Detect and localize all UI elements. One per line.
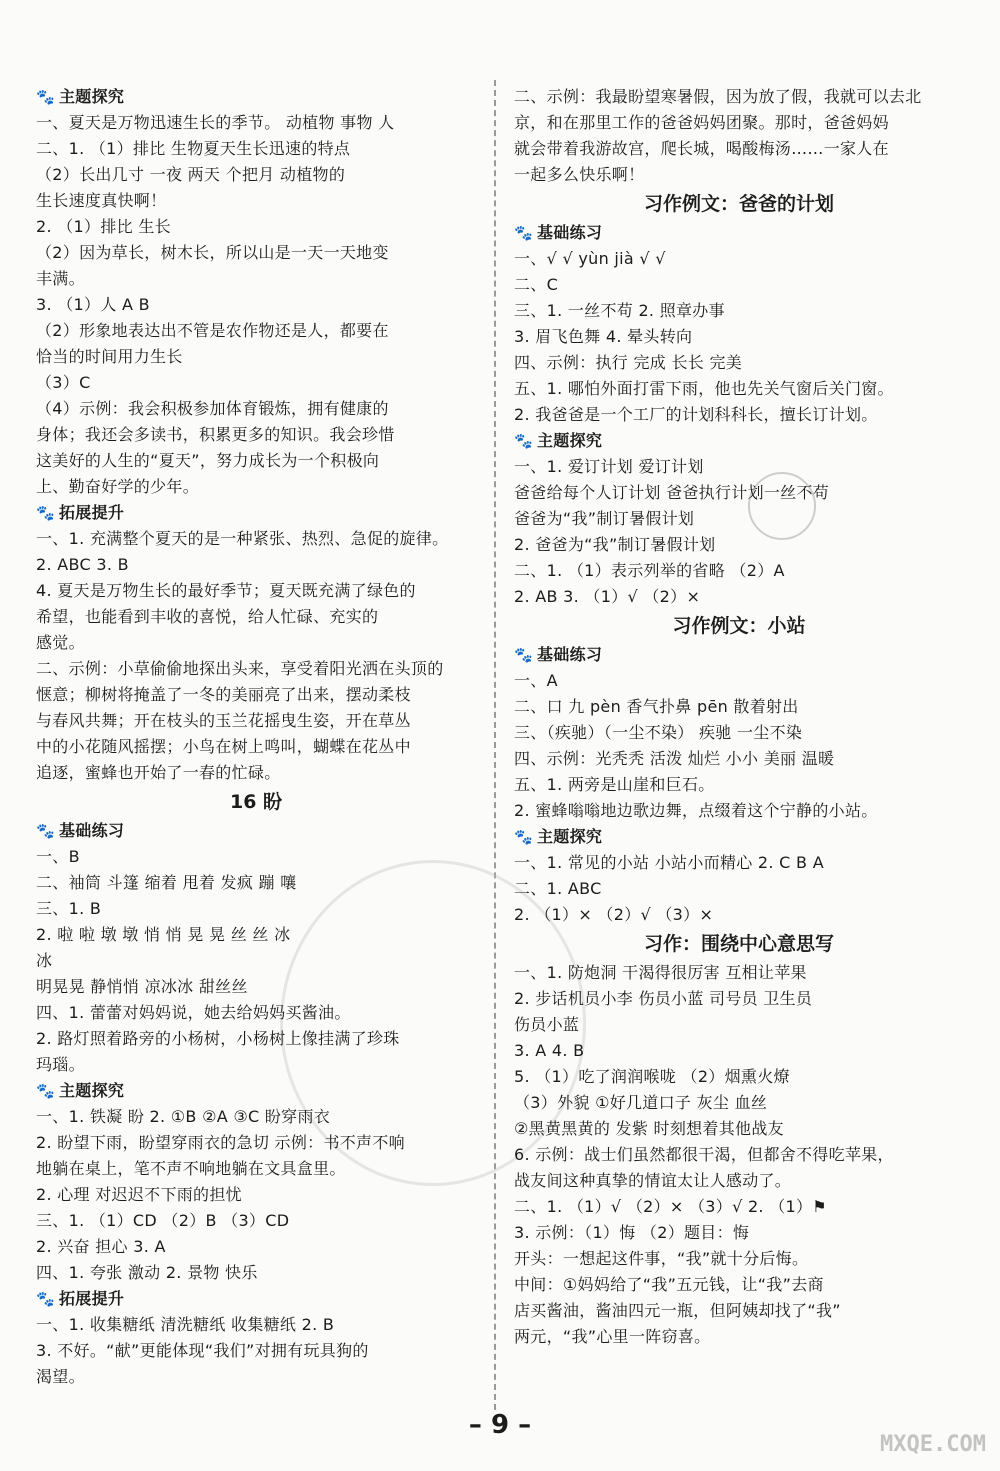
answer-line: 2. 蜜蜂嗡嗡地边歌边舞，点缀着这个宁静的小站。 bbox=[514, 801, 878, 820]
answer-line: 冰 bbox=[36, 951, 53, 970]
answer-line: （2）因为草长，树木长，所以山是一天一天地变 bbox=[36, 243, 389, 262]
answer-line: 五、1. 两旁是山崖和巨石。 bbox=[514, 775, 715, 794]
answer-line: 一、1. 爱订计划 爱订计划 bbox=[514, 457, 704, 476]
answer-line: 这美好的人生的“夏天”，努力成长为一个积极向 bbox=[36, 451, 380, 470]
answer-line: 一、√ √ yùn jià √ √ bbox=[514, 249, 666, 268]
answer-line: 二、1. （1）√ （2）× （3）√ 2. （1）⚑ bbox=[514, 1197, 827, 1216]
answer-line: 2. 心理 对迟迟不下雨的担忧 bbox=[36, 1185, 242, 1204]
section-heading bbox=[514, 220, 964, 246]
answer-line: 2. 爸爸为“我”制订暑假计划 bbox=[514, 535, 716, 554]
section-heading bbox=[36, 1286, 476, 1312]
answer-line: 京，和在那里工作的爸爸妈妈团聚。那时，爸爸妈妈 bbox=[514, 113, 889, 132]
section-heading-text: 主题探究 bbox=[58, 1081, 125, 1100]
corner-watermark: MXQE.COM bbox=[880, 1432, 986, 1457]
answer-line: 3. 不好。“献”更能体现“我们”对拥有玩具狗的 bbox=[36, 1341, 369, 1360]
section-heading bbox=[36, 1078, 476, 1104]
section-heading-text: 主题探究 bbox=[536, 827, 603, 846]
section-heading bbox=[514, 428, 964, 454]
answer-line: 二、口 九 pèn 香气扑鼻 pēn 散着射出 bbox=[514, 697, 799, 716]
answer-line: 二、C bbox=[514, 275, 559, 294]
section-heading-text: 基础练习 bbox=[536, 223, 603, 242]
answer-line: 开头：一想起这件事，“我”就十分后悔。 bbox=[514, 1249, 809, 1268]
answer-line: 一、1. 充满整个夏天的是一种紧张、热烈、急促的旋律。 bbox=[36, 529, 449, 548]
answer-line: 2. 兴奋 担心 3. A bbox=[36, 1237, 166, 1256]
answer-line: 身体；我还会多读书，积累更多的知识。我会珍惜 bbox=[36, 425, 395, 444]
answer-line: 2. 啦 啦 墩 墩 悄 悄 晃 晃 丝 丝 冰 bbox=[36, 925, 291, 944]
paw-icon: 🐾 bbox=[36, 88, 55, 106]
answer-line: 2. 步话机员小李 伤员小蓝 司号员 卫生员 bbox=[514, 989, 813, 1008]
answer-line: （3）外貌 ①好几道口子 灰尘 血丝 bbox=[514, 1093, 768, 1112]
answer-line: 爸爸给每个人订计划 爸爸执行计划一丝不苟 bbox=[514, 483, 830, 502]
answer-line: 爸爸为“我”制订暑假计划 bbox=[514, 509, 695, 528]
answer-line: 地躺在桌上，笔不声不响地躺在文具盒里。 bbox=[36, 1159, 346, 1178]
answer-line: 四、1. 夸张 激动 2. 景物 快乐 bbox=[36, 1263, 258, 1282]
answer-line: 四、1. 蕾蕾对妈妈说，她去给妈妈买酱油。 bbox=[36, 1003, 351, 1022]
answer-line: 3. 眉飞色舞 4. 晕头转向 bbox=[514, 327, 693, 346]
answer-line: 二、示例：小草偷偷地探出头来，享受着阳光洒在头顶的 bbox=[36, 659, 444, 678]
section-heading-text: 基础练习 bbox=[58, 821, 125, 840]
answer-line: 3. （1）人 A B bbox=[36, 295, 150, 314]
answer-line: 2. 盼望下雨，盼望穿雨衣的急切 示例：书不声不响 bbox=[36, 1133, 405, 1152]
answer-line: 一、1. 常见的小站 小站小而精心 2. C B A bbox=[514, 853, 824, 872]
answer-line: 三、1. B bbox=[36, 899, 102, 918]
answer-line: 四、示例：执行 完成 长长 完美 bbox=[514, 353, 743, 372]
left-column bbox=[36, 84, 476, 1390]
answer-line: 三、1. （1）CD （2）B （3）CD bbox=[36, 1211, 290, 1230]
answer-line: （2）长出几寸 一夜 两天 个把月 动植物的 bbox=[36, 165, 346, 184]
answer-line: 明晃晃 静悄悄 凉冰冰 甜丝丝 bbox=[36, 977, 248, 996]
answer-line: 一、1. 防炮洞 干渴得很厉害 互相让苹果 bbox=[514, 963, 807, 982]
answer-line: 与春风共舞；开在枝头的玉兰花摇曳生姿，开在草丛 bbox=[36, 711, 411, 730]
answer-line: 二、示例：我最盼望寒暑假，因为放了假，我就可以去北 bbox=[514, 87, 922, 106]
answer-line: 一起多么快乐啊！ bbox=[514, 165, 645, 184]
section-heading bbox=[36, 84, 476, 110]
answer-line: 2. （1）排比 生长 bbox=[36, 217, 171, 236]
answer-line: 玛瑙。 bbox=[36, 1055, 85, 1074]
answer-line: 2. ABC 3. B bbox=[36, 555, 129, 574]
answer-line: ②黑黄黑黄的 发紫 时刻想着其他战友 bbox=[514, 1119, 784, 1138]
paw-icon: 🐾 bbox=[514, 646, 533, 664]
answer-line: 丰满。 bbox=[36, 269, 85, 288]
answer-line: 恰当的时间用力生长 bbox=[36, 347, 183, 366]
answer-line: 4. 夏天是万物生长的最好季节；夏天既充满了绿色的 bbox=[36, 581, 416, 600]
right-column bbox=[514, 84, 964, 1350]
answer-line: 三、1. 一丝不苟 2. 照章办事 bbox=[514, 301, 725, 320]
section-heading bbox=[514, 642, 964, 668]
answer-line: 中间：①妈妈给了“我”五元钱，让“我”去商 bbox=[514, 1275, 824, 1294]
answer-line: 感觉。 bbox=[36, 633, 85, 652]
answer-line: 惬意；柳树将掩盖了一冬的美丽亮了出来，摆动柔枝 bbox=[36, 685, 411, 704]
answer-line: 五、1. 哪怕外面打雷下雨，他也先关气窗后关门窗。 bbox=[514, 379, 894, 398]
essay-title: 习作例文：爸爸的计划 bbox=[643, 193, 834, 215]
answer-line: 3. 示例：（1）悔 （2）题目：悔 bbox=[514, 1223, 750, 1242]
answer-line: 二、1. ABC bbox=[514, 879, 602, 898]
page-number: – 9 – bbox=[468, 1410, 532, 1440]
answer-line: 二、袖筒 斗篷 缩着 甩着 发疯 蹦 嚷 bbox=[36, 873, 297, 892]
answer-line: 两元，“我”心里一阵窃喜。 bbox=[514, 1327, 711, 1346]
essay-title: 习作：围绕中心意思写 bbox=[643, 933, 834, 955]
answer-line: 三、（疾驰）（一尘不染） 疾驰 一尘不染 bbox=[514, 723, 803, 742]
answer-line: 2. AB 3. （1）√ （2）× bbox=[514, 587, 701, 606]
section-heading bbox=[514, 824, 964, 850]
answer-line: 上、勤奋好学的少年。 bbox=[36, 477, 200, 496]
answer-line: 中的小花随风摇摆；小鸟在树上鸣叫，蝴蝶在花丛中 bbox=[36, 737, 411, 756]
answer-line: 一、1. 收集糖纸 清洗糖纸 收集糖纸 2. B bbox=[36, 1315, 335, 1334]
answer-line: 就会带着我游故宫，爬长城，喝酸梅汤……一家人在 bbox=[514, 139, 889, 158]
paw-icon: 🐾 bbox=[514, 432, 533, 450]
answer-line: （3）C bbox=[36, 373, 91, 392]
paw-icon: 🐾 bbox=[36, 504, 55, 522]
answer-line: 战友间这种真挚的情谊太让人感动了。 bbox=[514, 1171, 792, 1190]
answer-line: 5. （1）吃了润润喉咙 （2）烟熏火燎 bbox=[514, 1067, 790, 1086]
answer-line: 希望，也能看到丰收的喜悦，给人忙碌、充实的 bbox=[36, 607, 379, 626]
paw-icon: 🐾 bbox=[36, 822, 55, 840]
column-divider bbox=[494, 80, 496, 1410]
section-heading bbox=[36, 818, 476, 844]
answer-line: 6. 示例：战士们虽然都很干渴，但都舍不得吃苹果， bbox=[514, 1145, 894, 1164]
answer-line: 2. 路灯照着路旁的小杨树，小杨树上像挂满了珍珠 bbox=[36, 1029, 400, 1048]
answer-line: 四、示例：光秃秃 活泼 灿烂 小小 美丽 温暖 bbox=[514, 749, 835, 768]
section-heading-text: 拓展提升 bbox=[58, 503, 125, 522]
section-heading-text: 主题探究 bbox=[58, 87, 125, 106]
answer-line: 二、1. （1）排比 生物夏天生长迅速的特点 bbox=[36, 139, 351, 158]
section-heading bbox=[36, 500, 476, 526]
section-heading-text: 主题探究 bbox=[536, 431, 603, 450]
paw-icon: 🐾 bbox=[514, 828, 533, 846]
answer-line: 二、1. （1）表示列举的省略 （2）A bbox=[514, 561, 785, 580]
lesson-title: 16 盼 bbox=[229, 791, 283, 813]
paw-icon: 🐾 bbox=[514, 224, 533, 242]
answer-line: 一、B bbox=[36, 847, 80, 866]
answer-line: 伤员小蓝 bbox=[514, 1015, 580, 1034]
section-heading-text: 基础练习 bbox=[536, 645, 603, 664]
paw-icon: 🐾 bbox=[36, 1290, 55, 1308]
essay-title: 习作例文：小站 bbox=[672, 615, 806, 637]
answer-line: （4）示例：我会积极参加体育锻炼，拥有健康的 bbox=[36, 399, 389, 418]
answer-line: （2）形象地表达出不管是农作物还是人，都要在 bbox=[36, 321, 389, 340]
answer-line: 2. 我爸爸是一个工厂的计划科科长，擅长订计划。 bbox=[514, 405, 878, 424]
answer-line: 2. （1）× （2）√ （3）× bbox=[514, 905, 714, 924]
answer-line: 追逐，蜜蜂也开始了一春的忙碌。 bbox=[36, 763, 281, 782]
answer-line: 一、1. 铁凝 盼 2. ①B ②A ③C 盼穿雨衣 bbox=[36, 1107, 331, 1126]
answer-line: 一、夏天是万物迅速生长的季节。 动植物 事物 人 bbox=[36, 113, 395, 132]
answer-line: 一、A bbox=[514, 671, 558, 690]
answer-line: 店买酱油，酱油四元一瓶，但阿姨却找了“我” bbox=[514, 1301, 841, 1320]
answer-line: 生长速度真快啊！ bbox=[36, 191, 167, 210]
answer-line: 3. A 4. B bbox=[514, 1041, 585, 1060]
section-heading-text: 拓展提升 bbox=[58, 1289, 125, 1308]
paw-icon: 🐾 bbox=[36, 1082, 55, 1100]
answer-line: 渴望。 bbox=[36, 1367, 85, 1386]
